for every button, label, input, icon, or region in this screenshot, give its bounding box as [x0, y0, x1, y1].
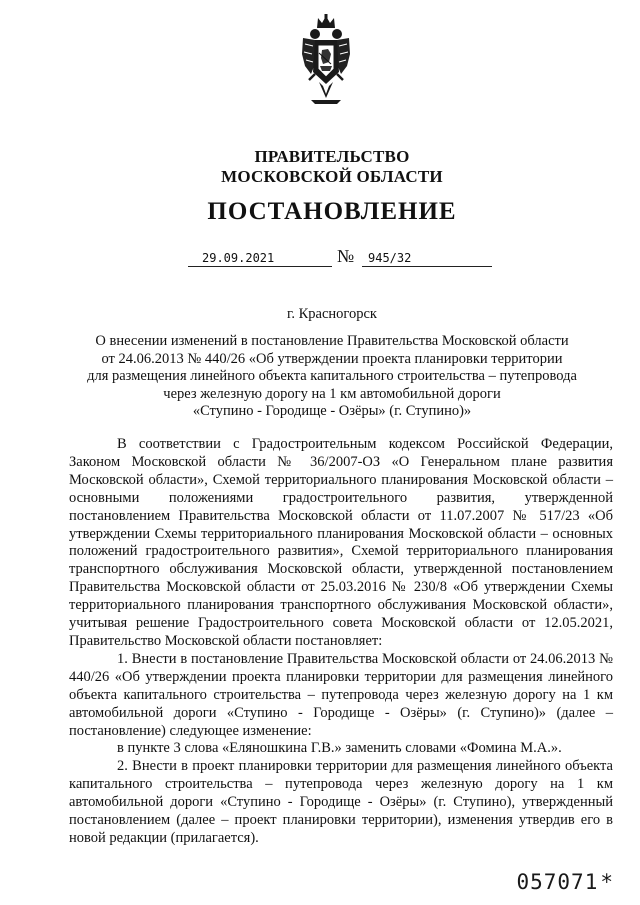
subject-heading: [60, 333, 604, 421]
document-number: 945/32: [362, 250, 492, 267]
subject-line: от 24.06.2013 № 440/26 «Об утверждении проекта планировки территории: [101, 350, 563, 367]
document-type-title: ПОСТАНОВЛЕНИЕ: [207, 198, 457, 225]
document-date: 29.09.2021: [188, 250, 332, 267]
city-of-issue: г. Красногорск: [287, 306, 377, 322]
government-title-line2: МОСКОВСКОЙ ОБЛАСТИ: [221, 167, 443, 186]
subject-line: через железную дорогу на 1 км автомобильной дороги: [163, 385, 501, 402]
subject-line: О внесении изменений в постановление Правительства Московской области: [95, 333, 569, 349]
serial-number-stamp: [516, 870, 614, 894]
item-1-paragraph: 1. Внести в постановление Правительства Московской области от 24.06.2013 № 440/26 «Об утверждении проекта планировки территории для размещения линейного объекта капитального строительства – путепровода через железную дорогу на 1 км автомобильной дороги «Ступино - Городище - Озёры» (г. Ступино)» (далее – постановление) следующее изменение:: [69, 650, 613, 739]
asterisk-mark: *: [600, 870, 614, 894]
item-2-paragraph: 2. Внести в проект планировки территории для размещения линейного объекта капитального строительства – путепровода через железную дорогу на 1 км автомобильной дороги «Ступино - Городище - Озёры» (г. Ступино), утвержденный постановлением (далее – проект планировки территории), изменения утвердив его в новой редакции (прилагается).: [69, 758, 613, 846]
coat-of-arms-emblem: [301, 14, 351, 106]
document-body: [69, 436, 613, 848]
subject-line: «Ступино - Городище - Озёры» (г. Ступино)»: [192, 403, 472, 420]
subject-line: для размещения линейного объекта капитального строительства – путепровода: [87, 368, 577, 385]
item-1-subparagraph: в пункте 3 слова «Еляношкина Г.В.» заменить словами «Фомина М.А.».: [117, 740, 562, 757]
serial-number: 057071: [516, 870, 599, 894]
preamble-paragraph: В соответствии с Градостроительным кодексом Российской Федерации, Законом Московской области № 36/2007-ОЗ «О Генеральном плане развития Московской области», Схемой территориального планирования Московской области – основными положениями градостроительного развития, утвержденной постановлением Правительства Московской области от 11.07.2007 № 517/23 «Об утверждении Схемы территориального планирования Московской области – основных положений градостроительного развития», Схемой территориального планирования транспортного обслуживания Московской области, утвержденной постановлением Правительства Московской области от 25.03.2016 № 230/8 «Об утверждении Схемы территориального планирования транспортного обслуживания Московской области», учитывая решение Градостроительного совета Московской области от 12.05.2021, Правительство Московской области постановляет:: [69, 436, 613, 649]
government-title-line1: ПРАВИТЕЛЬСТВО: [254, 147, 410, 166]
number-sign: №: [337, 246, 355, 266]
